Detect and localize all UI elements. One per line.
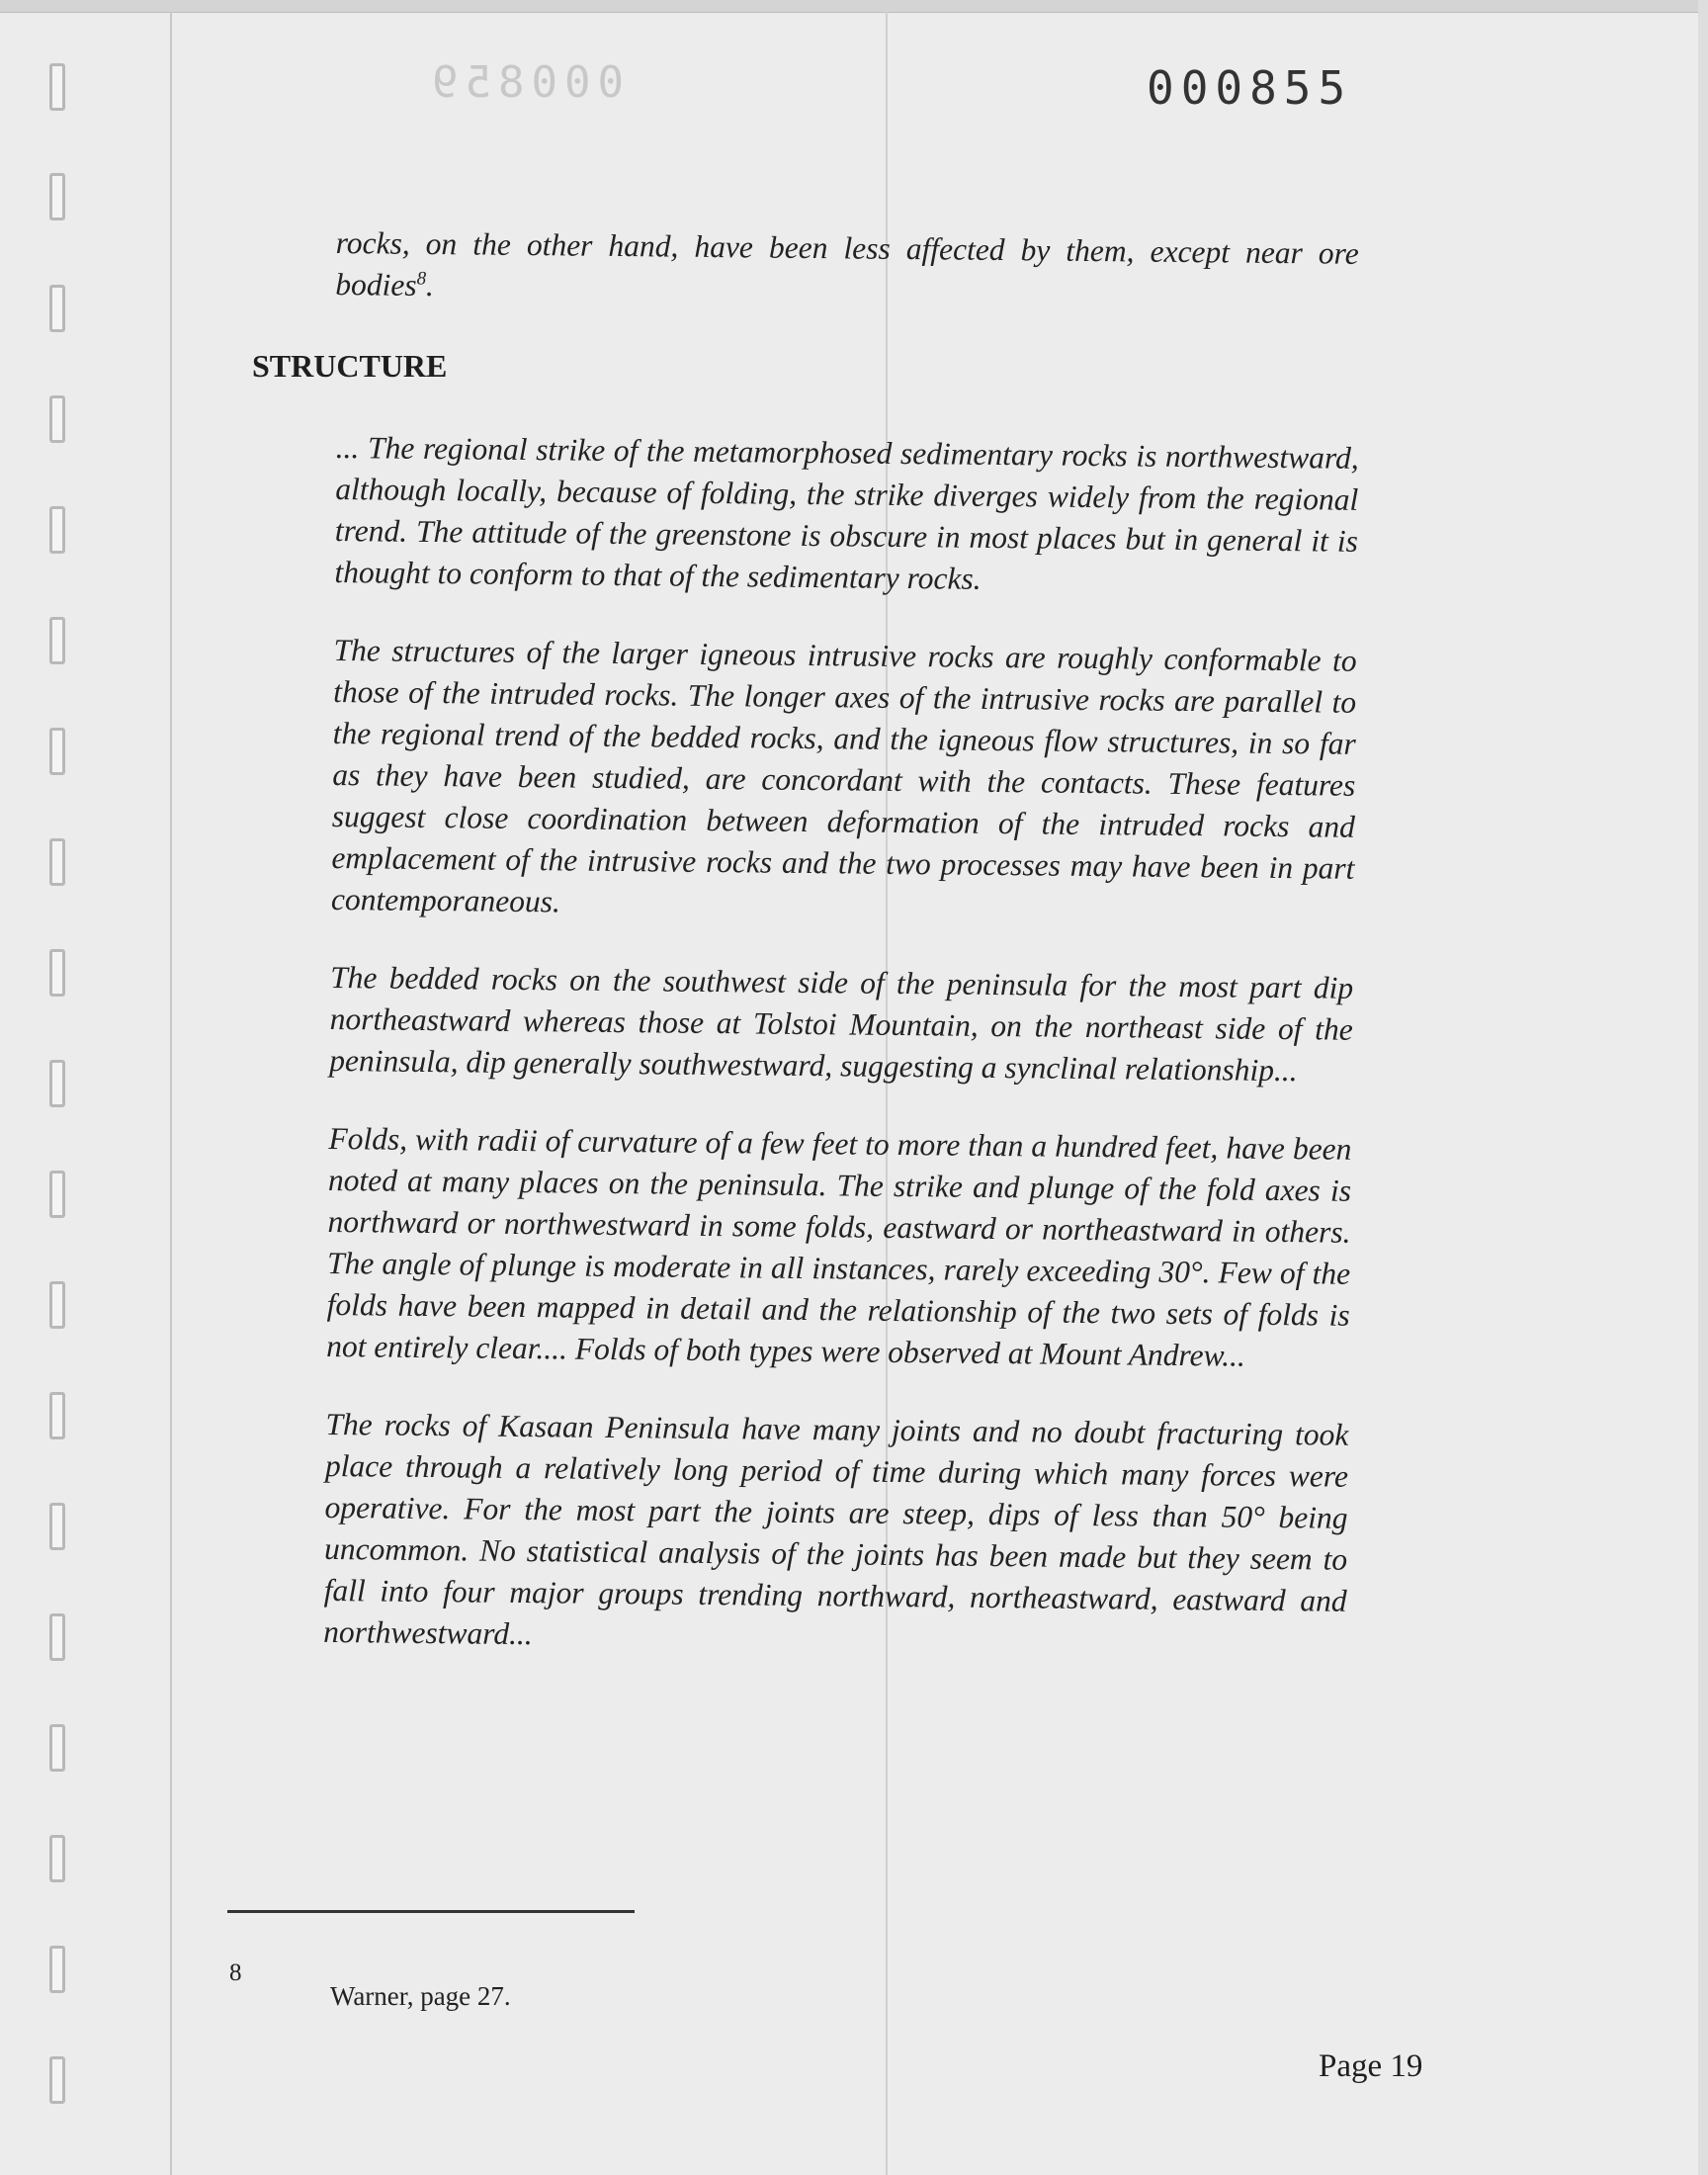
section-body xyxy=(323,427,1359,1664)
punch-hole xyxy=(49,285,65,332)
punch-hole xyxy=(49,506,65,554)
punch-hole xyxy=(49,949,65,997)
binding-line xyxy=(170,12,172,2175)
body-text xyxy=(335,222,1359,316)
punch-hole xyxy=(49,1281,65,1329)
section-heading: STRUCTURE xyxy=(252,348,448,384)
punch-hole xyxy=(49,1171,65,1218)
punch-hole xyxy=(49,63,65,111)
punch-hole xyxy=(49,395,65,443)
opening-text: rocks, on the other hand, have been less affected by them, except near ore bodies xyxy=(335,224,1359,303)
punch-hole xyxy=(49,728,65,775)
binding-strip xyxy=(0,12,119,2175)
punch-hole xyxy=(49,617,65,664)
paragraph-intrusive-structures: The structures of the larger igneous intrusive rocks are roughly conformable to those of the intruded rocks. The longer axes of the intrusive rocks are parallel to the regional trend of the bedded rocks, and the igneous flow structures, in so far as they have been studied, are concordant with the contacts. These features suggest close coordination between deformation of the intruded rocks and emplacement of the intrusive rocks and the two processes may have been in part contemporaneous. xyxy=(330,632,1357,919)
footnote-marker: 8 xyxy=(229,1959,242,1986)
footnote-text: Warner, page 27. xyxy=(330,1981,511,2011)
opening-end: . xyxy=(425,267,435,304)
bleed-through-number: 000859 xyxy=(425,57,624,108)
paragraph-folds: Folds, with radii of curvature of a few feet to more than a hundred feet, have been noted at many places on the peninsula. The strike and plunge of the fold axes is northward or northwestward in some folds, eastward or northeastward in others. The angle of plunge is moderate in all instances, rarely exceeding 30°. Few of the folds have been mapped in detail and the relationship of the two sets of folds is not entirely clear.... Folds of both types were observed at Mount Andrew... xyxy=(326,1120,1352,1373)
punch-hole xyxy=(49,838,65,886)
paragraph-bedded-rocks: The bedded rocks on the southwest side of the peninsula for the most part dip northeastward whereas those at Tolstoi Mountain, on the northeast side of the peninsula, dip generally southwestward, suggesting a synclinal relationship... xyxy=(329,959,1354,1088)
punch-hole xyxy=(49,1392,65,1439)
punch-hole xyxy=(49,1946,65,1993)
page-top-edge xyxy=(0,0,1708,13)
punch-hole xyxy=(49,1503,65,1550)
punch-hole xyxy=(49,173,65,220)
punch-hole xyxy=(49,1060,65,1107)
paragraph-joints: The rocks of Kasaan Peninsula have many joints and no doubt fracturing took place through a relatively long period of time during which many forces were operative. For the most part the joints are steep, dips of less than 50° being uncommon. No statistical analysis of the joints has been made but they seem to fall into four major groups trending northward, northeastward, eastward and northwestward... xyxy=(323,1406,1349,1652)
footnote-divider xyxy=(227,1910,635,1913)
page-number: Page 19 xyxy=(1319,2048,1423,2084)
punch-hole xyxy=(49,1835,65,1882)
paragraph-regional-strike: ... The regional strike of the metamorphosed sedimentary rocks is northwestward, although locally, because of folding, the strike diverges widely from the regional trend. The attitude of the greenstone is obscure in most places but in general it is thought to conform to that of the sedimentary rocks. xyxy=(334,429,1359,596)
page-right-edge xyxy=(1698,0,1708,2175)
punch-hole xyxy=(49,1613,65,1661)
punch-hole xyxy=(49,2056,65,2104)
footnote-reference: 8 xyxy=(416,268,427,290)
document-number: 000855 xyxy=(1147,61,1353,115)
opening-paragraph xyxy=(335,222,1359,316)
punch-hole xyxy=(49,1724,65,1772)
